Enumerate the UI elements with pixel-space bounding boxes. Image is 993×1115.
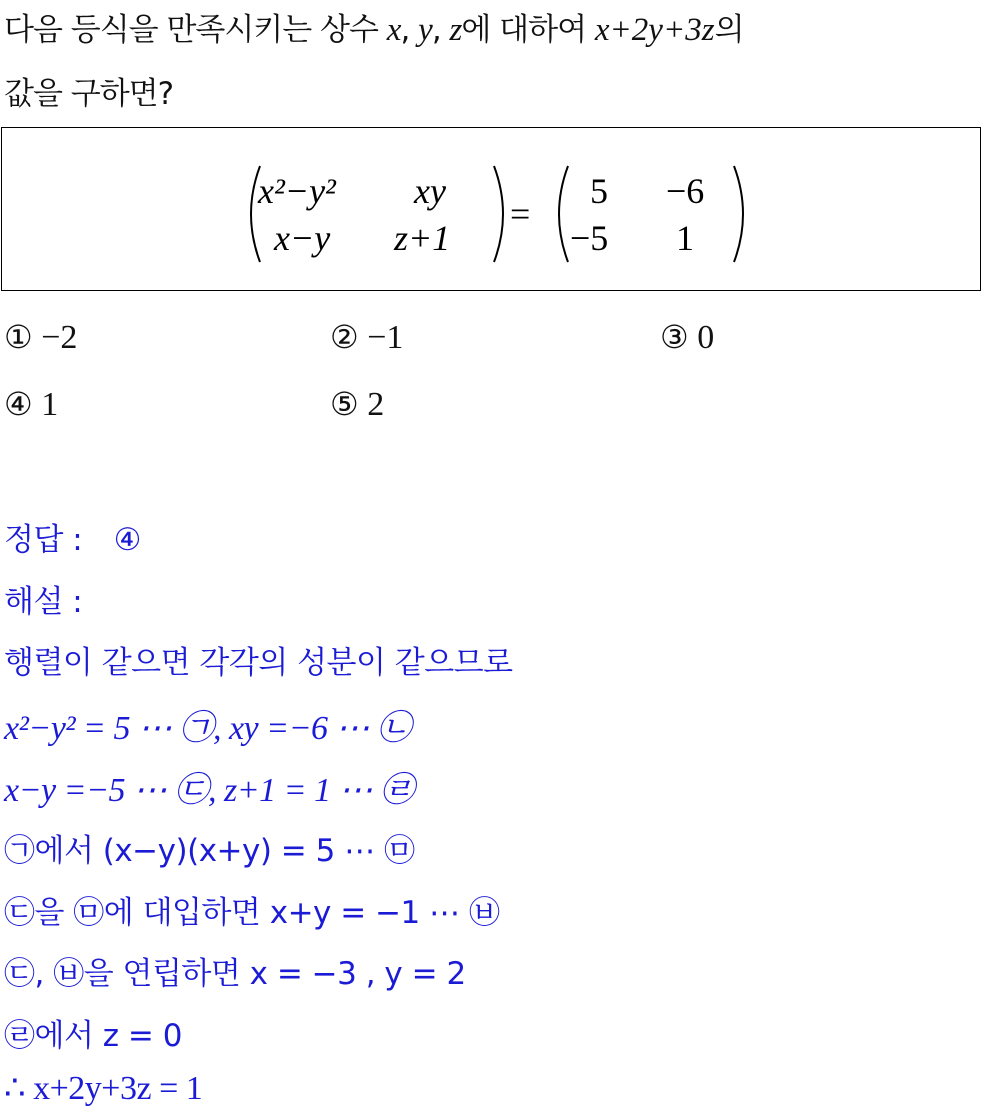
question-text: 다음 등식을 만족시키는 상수: [4, 12, 387, 48]
matrix-cell-r21: −5: [570, 218, 609, 258]
solution-line-2: x²−y² = 5 ⋯ ㉠, xy =−6 ⋯ ㉡: [4, 710, 411, 747]
choice-value: 2: [367, 386, 385, 423]
choice-4[interactable]: [4, 385, 58, 424]
answer-value: ④: [113, 522, 141, 558]
choice-marker: ②: [330, 318, 359, 356]
var-x: x: [386, 12, 401, 48]
answer-line: [4, 514, 141, 559]
matrix-equation: [2, 128, 979, 289]
choice-marker: ③: [660, 318, 689, 356]
choice-marker: ④: [4, 385, 33, 423]
question-line-1: [4, 4, 744, 49]
choice-2[interactable]: [330, 318, 403, 357]
left-paren: [559, 166, 568, 262]
matrix-cell-l22: z+1: [394, 218, 451, 258]
choice-marker: ⑤: [330, 385, 359, 423]
solution-line-8: ∴ x+2y+3z = 1: [4, 1070, 203, 1107]
var-y: y: [418, 12, 432, 48]
choice-value: −1: [367, 319, 404, 356]
right-paren: [494, 166, 503, 262]
equation-box: [1, 127, 981, 291]
right-paren: [734, 166, 743, 262]
question-text: 에 대하여: [461, 12, 595, 48]
solution-line-3: x−y =−5 ⋯ ㉢, z+1 = 1 ⋯ ㉣: [4, 772, 414, 809]
target-expression: x+2y+3z: [594, 12, 715, 48]
matrix-cell-r11: 5: [590, 171, 608, 211]
choice-3[interactable]: [660, 318, 714, 357]
choice-value: 0: [697, 319, 715, 356]
comma: ,: [431, 12, 450, 48]
solution-line-7: ㉣에서 z = 0: [4, 1018, 182, 1054]
solution-line-5: ㉢을 ㉤에 대입하면 x+y = −1 ⋯ ㉥: [4, 895, 500, 931]
choice-5[interactable]: [330, 385, 384, 424]
solution-line-1: 행렬이 같으면 각각의 성분이 같으므로: [4, 645, 513, 681]
matrix-cell-r12: −6: [666, 171, 705, 211]
var-z: z: [449, 12, 462, 48]
choice-1[interactable]: [4, 318, 77, 357]
equals-sign: =: [510, 194, 531, 234]
choice-value: −2: [41, 319, 78, 356]
question-line-2: 값을 구하면?: [4, 76, 174, 112]
choice-marker: ①: [4, 318, 33, 356]
comma: ,: [400, 12, 419, 48]
matrix-cell-r22: 1: [676, 218, 694, 258]
solution-line-4: ㉠에서 (x−y)(x+y) = 5 ⋯ ㉤: [4, 833, 415, 869]
solution-line-6: ㉢, ㉥을 연립하면 x = −3 , y = 2: [4, 956, 466, 992]
matrix-cell-l11: x²−y²: [258, 171, 336, 211]
matrix-cell-l12: xy: [414, 171, 446, 211]
matrix-cell-l21: x−y: [274, 218, 331, 258]
explanation-label: 해설 :: [4, 584, 83, 620]
question-text: 의: [714, 12, 744, 48]
choice-value: 1: [41, 386, 59, 423]
answer-label: 정답 :: [4, 522, 83, 558]
